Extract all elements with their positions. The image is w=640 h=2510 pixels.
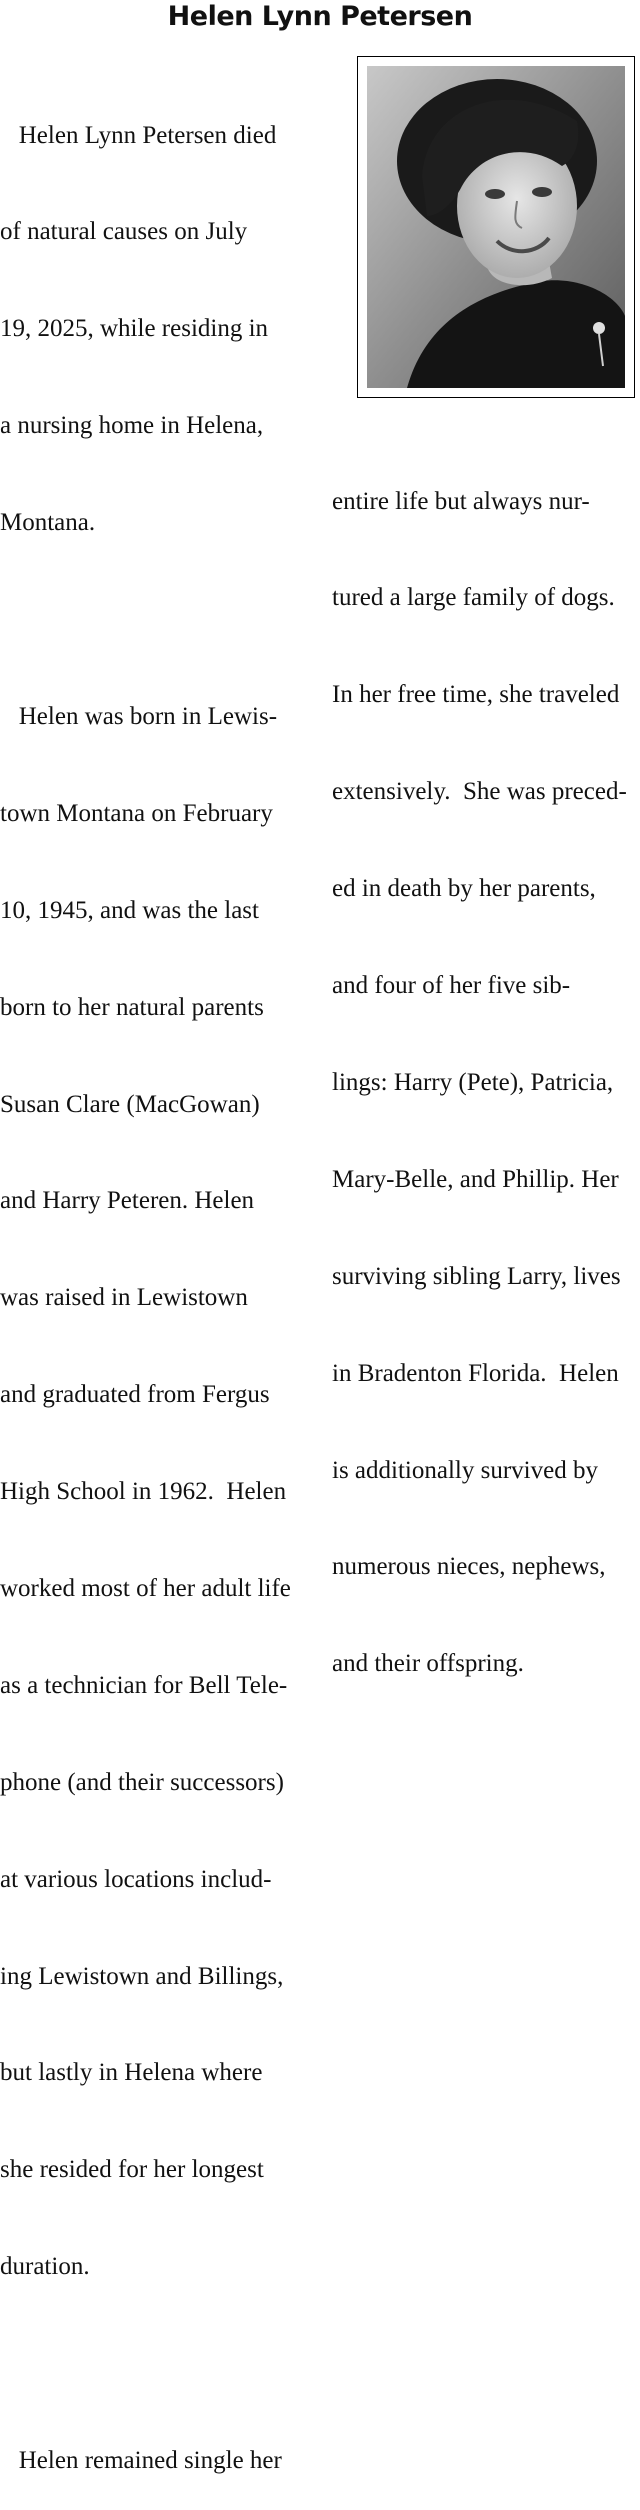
paragraph-gap — [0, 2348, 310, 2380]
text-line: a nursing home in Helena, — [0, 412, 264, 440]
text-line: phone (and their successors) — [0, 1768, 284, 1796]
portrait-illustration — [367, 66, 625, 388]
paragraph-gap — [0, 604, 310, 636]
text-line: she resided for her longest — [0, 2156, 264, 2184]
text-line: Helen was born in Lewis- — [0, 702, 278, 730]
text-line: lings: Harry (Pete), Patricia, — [332, 1068, 614, 1096]
text-line: worked most of her adult life — [0, 1574, 291, 1602]
text-line: tured a large family of dogs. — [332, 584, 615, 612]
text-line: and Harry Peteren. Helen — [0, 1187, 255, 1215]
text-line: Montana. — [0, 509, 96, 537]
text-line: In her free time, she traveled — [332, 681, 620, 709]
text-line: is additionally survived by — [332, 1456, 598, 1484]
text-line: was raised in Lewistown — [0, 1284, 248, 1312]
text-line: High School in 1962. Helen — [0, 1478, 287, 1506]
text-line: and their offspring. — [332, 1650, 524, 1678]
text-line: but lastly in Helena where — [0, 2059, 263, 2087]
text-line: in Bradenton Florida. Helen — [332, 1359, 619, 1387]
left-text-column — [0, 55, 310, 2510]
text-line: ing Lewistown and Billings, — [0, 1962, 284, 1990]
portrait-photo — [367, 66, 625, 388]
obituary-title: Helen Lynn Petersen — [167, 1, 473, 32]
text-line: Mary-Belle, and Phillip. Her — [332, 1165, 619, 1193]
text-line: and graduated from Fergus — [0, 1381, 270, 1409]
text-line: 10, 1945, and was the last — [0, 896, 259, 924]
text-line: Susan Clare (MacGowan) — [0, 1090, 260, 1118]
text-line: extensively. She was preced- — [332, 778, 627, 806]
text-line: duration. — [0, 2253, 90, 2281]
portrait-photo-frame — [357, 56, 635, 398]
text-line: at various locations includ- — [0, 1865, 272, 1893]
text-line: ed in death by her parents, — [332, 875, 596, 903]
text-line: as a technician for Bell Tele- — [0, 1671, 288, 1699]
text-line: 19, 2025, while residing in — [0, 315, 269, 343]
text-line: entire life but always nur- — [332, 487, 590, 515]
text-line: and four of her five sib- — [332, 972, 571, 1000]
text-line: Helen Lynn Petersen died — [0, 121, 277, 149]
text-line: Helen remained single her — [0, 2446, 282, 2474]
text-line: town Montana on February — [0, 799, 273, 827]
text-line: of natural causes on July — [0, 218, 248, 246]
right-text-column — [332, 421, 640, 1713]
text-line: born to her natural parents — [0, 993, 264, 1021]
text-line: surviving sibling Larry, lives — [332, 1262, 621, 1290]
text-line: numerous nieces, nephews, — [332, 1553, 606, 1581]
